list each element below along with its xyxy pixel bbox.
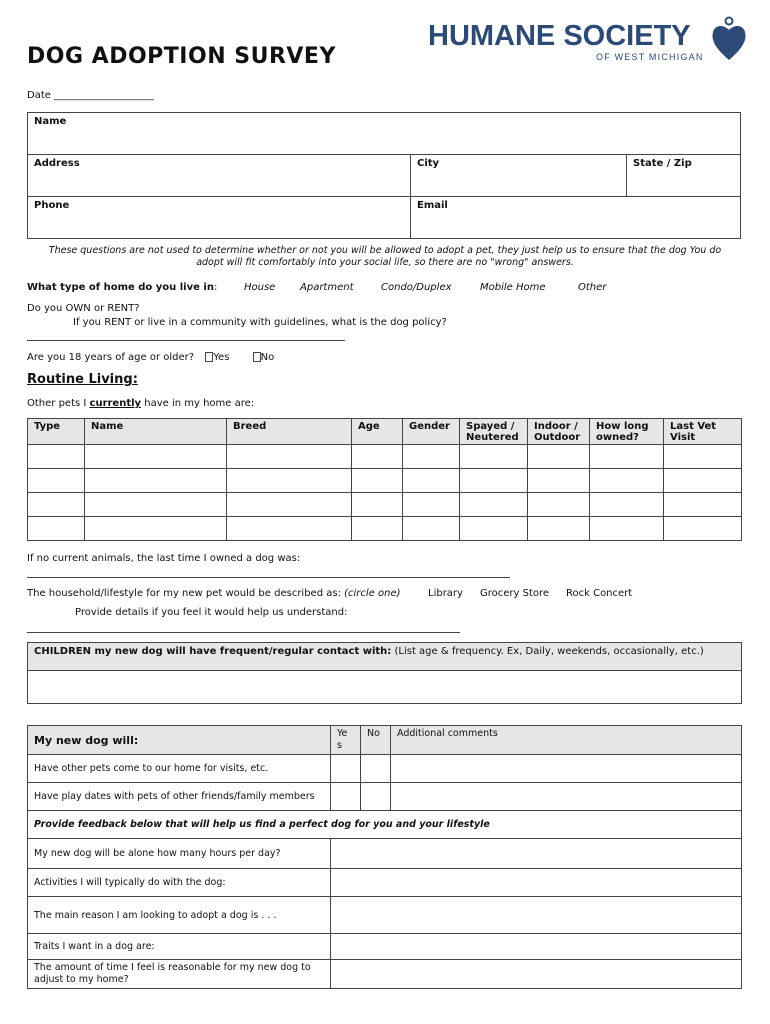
lifestyle-option-grocery[interactable]: Grocery Store xyxy=(480,588,550,599)
dog-will-row-label: Have play dates with pets of other friends/family members xyxy=(28,783,331,811)
other-pets-prefix: Other pets I xyxy=(27,398,90,409)
table-row[interactable] xyxy=(28,517,742,541)
lifestyle-details-prompt: Provide details if you feel it would help us understand: xyxy=(75,607,348,618)
children-header-rest: (List age & frequency. Ex, Daily, weekends, occasionally, etc.) xyxy=(391,646,704,657)
table-row xyxy=(28,934,742,960)
comments-cell[interactable] xyxy=(391,783,742,811)
address-field[interactable]: Address xyxy=(28,155,411,197)
lifestyle-label: The household/lifestyle for my new pet would be described as: xyxy=(27,588,345,599)
lifestyle-question xyxy=(27,588,401,599)
lifestyle-option-concert[interactable]: Rock Concert xyxy=(566,588,633,599)
contact-info-table xyxy=(27,112,741,239)
state-zip-field[interactable]: State / Zip xyxy=(627,155,741,197)
other-pets-emphasis: currently xyxy=(89,398,142,409)
home-option-condo[interactable]: Condo/Duplex xyxy=(381,282,452,293)
pets-header-gender: Gender xyxy=(403,419,460,445)
feedback-heading: Provide feedback below that will help us find a perfect dog for you and your lifestyle xyxy=(28,811,742,839)
table-row xyxy=(28,897,742,934)
question-label: Traits I want in a dog are: xyxy=(28,934,331,960)
question-label: Activities I will typically do with the dog: xyxy=(28,869,331,897)
phone-field[interactable]: Phone xyxy=(28,197,411,239)
home-option-house[interactable]: House xyxy=(244,282,276,293)
routine-living-heading: Routine Living: xyxy=(27,372,138,387)
dog-will-heading: My new dog will: xyxy=(28,726,331,755)
date-field[interactable]: Date ____________________ xyxy=(27,90,155,101)
pets-header-owned: How long owned? xyxy=(590,419,664,445)
checkbox-icon[interactable] xyxy=(253,352,261,362)
rent-policy-answer-line[interactable] xyxy=(27,340,345,341)
age-yes-label: Yes xyxy=(213,352,230,363)
pets-header-type: Type xyxy=(28,419,85,445)
question-label: The main reason I am looking to adopt a dog is . . . xyxy=(28,897,331,934)
heart-tag-icon xyxy=(711,16,747,62)
no-checkbox-cell[interactable] xyxy=(361,755,391,783)
age-yes-option[interactable] xyxy=(205,352,229,363)
dog-will-comments-header: Additional comments xyxy=(391,726,742,755)
logo xyxy=(428,14,748,64)
age-no-option[interactable] xyxy=(253,352,275,363)
table-row xyxy=(28,869,742,897)
rent-policy-question: If you RENT or live in a community with guidelines, what is the dog policy? xyxy=(73,317,447,328)
table-row xyxy=(28,960,742,989)
logo-sub-text: OF WEST MICHIGAN xyxy=(596,52,704,62)
table-row xyxy=(28,755,742,783)
other-pets-intro xyxy=(27,398,254,409)
home-type-label: What type of home do you live in xyxy=(27,282,214,293)
email-field[interactable]: Email xyxy=(411,197,741,239)
question-label: My new dog will be alone how many hours per day? xyxy=(28,839,331,869)
dog-will-table xyxy=(27,725,742,989)
page-title: DOG ADOPTION SURVEY xyxy=(27,44,336,69)
home-option-apartment[interactable]: Apartment xyxy=(300,282,354,293)
dog-will-row-label: Have other pets come to our home for visits, etc. xyxy=(28,755,331,783)
no-checkbox-cell[interactable] xyxy=(361,783,391,811)
answer-cell[interactable] xyxy=(331,839,742,869)
pets-header-breed: Breed xyxy=(227,419,352,445)
pets-header-name: Name xyxy=(85,419,227,445)
pets-header-vet: Last Vet Visit xyxy=(664,419,742,445)
lifestyle-details-line[interactable] xyxy=(27,632,460,633)
name-field[interactable]: Name xyxy=(28,113,741,155)
no-animals-question: If no current animals, the last time I owned a dog was: xyxy=(27,553,301,564)
answer-cell[interactable] xyxy=(331,934,742,960)
yes-checkbox-cell[interactable] xyxy=(331,783,361,811)
disclaimer-note: These questions are not used to determine whether or not you will be allowed to adopt a pet, they just help us to ensure that the dog You do adopt will fit comfortably into your social life, so there are no "wrong" answers. xyxy=(48,245,722,268)
table-row xyxy=(28,839,742,869)
pets-table xyxy=(27,418,742,541)
answer-cell[interactable] xyxy=(331,960,742,989)
answer-cell[interactable] xyxy=(331,869,742,897)
children-answer-cell[interactable] xyxy=(28,671,742,704)
pets-header-age: Age xyxy=(352,419,403,445)
own-rent-question: Do you OWN or RENT? xyxy=(27,303,140,314)
city-field[interactable]: City xyxy=(411,155,627,197)
dog-will-no-header: No xyxy=(361,726,391,755)
age-question xyxy=(27,352,274,363)
no-animals-answer-line[interactable] xyxy=(27,577,510,578)
lifestyle-option-library[interactable]: Library xyxy=(428,588,463,599)
table-row[interactable] xyxy=(28,445,742,469)
question-label: The amount of time I feel is reasonable for my new dog to adjust to my home? xyxy=(28,960,331,989)
home-option-other[interactable]: Other xyxy=(578,282,607,293)
logo-main-text: HUMANE SOCIETY xyxy=(428,20,691,52)
home-type-colon: : xyxy=(213,282,218,293)
dog-will-yes-header: Ye s xyxy=(331,726,361,755)
age-no-label: No xyxy=(260,352,275,363)
home-option-mobile[interactable]: Mobile Home xyxy=(480,282,546,293)
children-header xyxy=(28,643,742,671)
home-type-question xyxy=(27,282,217,293)
lifestyle-hint: (circle one) xyxy=(344,588,401,599)
other-pets-suffix: have in my home are: xyxy=(141,398,255,409)
table-row[interactable] xyxy=(28,493,742,517)
answer-cell[interactable] xyxy=(331,897,742,934)
yes-checkbox-cell[interactable] xyxy=(331,755,361,783)
pets-header-indoor: Indoor / Outdoor xyxy=(528,419,590,445)
table-row[interactable] xyxy=(28,469,742,493)
pets-header-spayed: Spayed / Neutered xyxy=(460,419,528,445)
comments-cell[interactable] xyxy=(391,755,742,783)
table-row xyxy=(28,783,742,811)
age-question-text: Are you 18 years of age or older? xyxy=(27,352,195,363)
children-table xyxy=(27,642,742,704)
children-header-bold: CHILDREN my new dog will have frequent/regular contact with: xyxy=(34,646,392,657)
